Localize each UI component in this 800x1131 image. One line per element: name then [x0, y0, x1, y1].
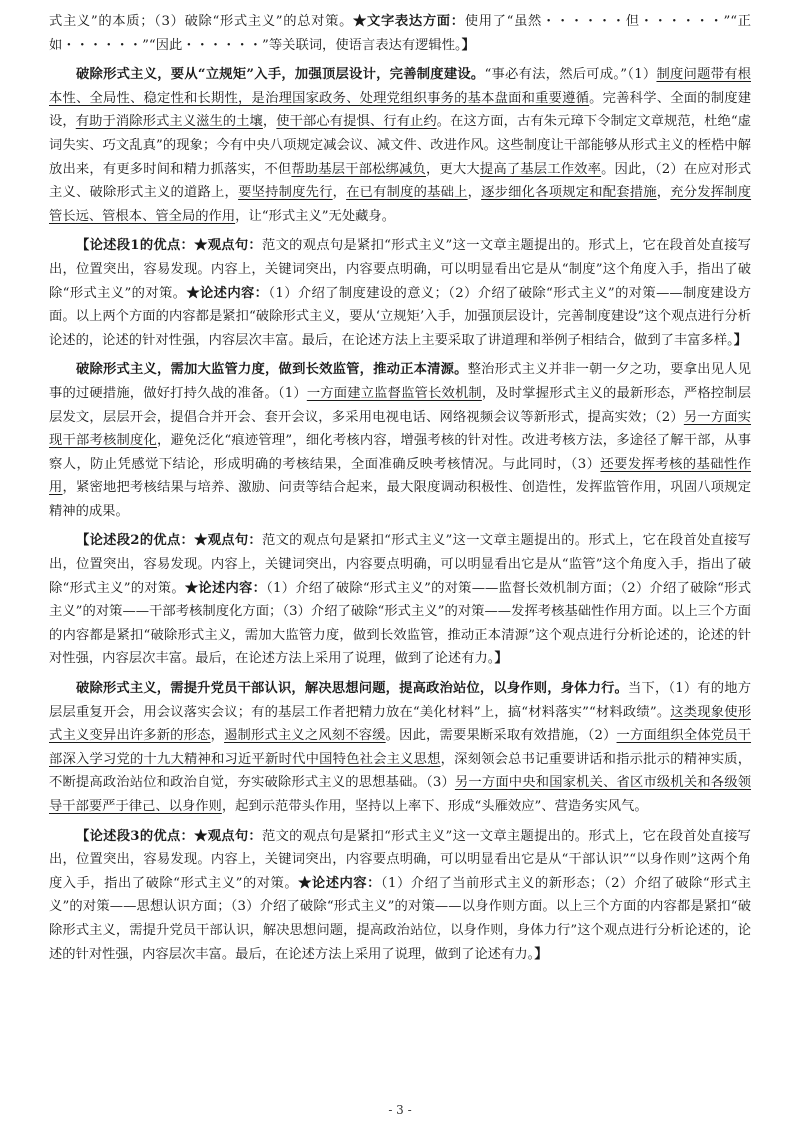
underlined-run: 要坚持制度先行 — [238, 185, 333, 201]
comment-paragraph-3 — [49, 825, 751, 967]
text-run: （1）介绍了破除“形式主义”的对策——监督长效机制方面；（2）介绍了破除“形式主义”的对策——干部考核制度化方面；（3）介绍了破除“形式主义”的对策——发挥考核基础性作用方面。以上三个方面的内容都是紧扣“破除形式主义，需加大监管力度，做到长效监管，推动正本清源”这个观点进行分析论述的，论述的针对性强，内容层次丰富。最后，在论述方法上采用了说理，做到了论述有力。 — [49, 580, 752, 667]
page-number: - 3 - — [388, 1103, 412, 1117]
bold-run: ★论述内容： — [298, 875, 381, 891]
underlined-run: 另一方面中央和国家机关、省区市级机关和各级领导干部要严于律己、以身作则 — [49, 775, 752, 814]
text-run: 。完善科学、全面的制度建设， — [49, 90, 752, 130]
body-paragraph-1 — [49, 63, 751, 228]
bold-run: 】 — [733, 332, 748, 348]
topic-sentence: 破除形式主义，需加大监管力度，做到长效监管，推动正本清源。 — [76, 362, 468, 378]
text-run: 范文的观点句是紧扣“形式主义”这一文章主题提出的。形式上，它在段首处直接写出，位置突出，容易发现。内容上，关键词突出，内容要点明确，可以明显看出它是从“制度”这个角度入手，指出了破除“形式主义”的对策。 — [49, 238, 751, 301]
underlined-run: 逐步细化各项规定和配套措施 — [481, 185, 657, 201]
bold-run: 】 — [534, 946, 548, 962]
underlined-run: 还要发挥考核的基础性作用 — [49, 456, 752, 496]
text-run: 。因此，需要果断采取有效措施，（2） — [385, 728, 617, 744]
underlined-run: 有助于消除形式主义滋生的土壤 — [75, 114, 263, 130]
underlined-run: 一方面建立监督监管长效机制 — [306, 385, 482, 401]
text-run: ，深刻领会总书记重要讲话和指示批示的精神实质，不断提高政治站位和政治自觉，夯实破除形式主义的思想基础。（3） — [49, 751, 752, 791]
bold-run: 【论述段3的优点：★观点句： — [76, 828, 262, 844]
text-run: ， — [656, 185, 671, 201]
bold-run: ★论述内容： — [184, 580, 267, 596]
underlined-run: 充分发挥制度管长远、管根本、管全局的作用 — [49, 185, 752, 224]
text-run: 整治形式主义并非一朝一夕之功，要拿出见人见事的过硬措施，做好打持久战的准备。（1） — [49, 362, 752, 401]
bold-run: 【论述段1的优点：★观点句： — [76, 238, 262, 254]
underlined-run: 在已有制度的基础上 — [346, 185, 468, 201]
bold-run: 】 — [461, 37, 475, 53]
text-run: ， — [332, 185, 347, 201]
bold-run: 【论述段2的优点：★观点句： — [76, 533, 262, 549]
underlined-run: 制度问题带有根本性、全局性、稳定性和长期性，是治理国家政务、处理党组织事务的基本盘面和重要遵循 — [49, 67, 751, 106]
bold-run: 】 — [494, 651, 508, 667]
topic-sentence: 破除形式主义，要从“立规矩”入手，加强顶层设计，完善制度建设。 — [76, 67, 485, 83]
body-paragraph-3 — [49, 677, 751, 819]
text-run: （1）介绍了制度建设的意义；（2）介绍了破除“形式主义”的对策——制度建设方面。以上两个方面的内容都是紧扣“破除形式主义，要从‘立规矩’入手，加强顶层设计，完善制度建设”这个观点进行分析论述的，论述的针对性强，内容层次丰富。最后，在论述方法上主要采取了讲道理和举例子相结合，做到了丰富多样。 — [49, 285, 751, 348]
text-run: （1）介绍了当前形式主义的新形态；（2）介绍了破除“形式主义”的对策——思想认识方面；（3）介绍了破除“形式主义”的对策——以身作则方面。以上三个方面的内容都是紧扣“破除形式主义，需提升党员干部认识，解决思想问题，提高政治站位，以身作则，身体力行”这个观点进行分析论述的，论述的针对性强，内容层次丰富。最后，在论述方法上采用了说理，做到了论述有力。 — [49, 875, 752, 962]
underlined-run: 帮助基层干部松绑减负 — [291, 161, 427, 177]
comment-continuation — [49, 10, 751, 57]
text-run: ， — [467, 185, 482, 201]
bold-run: ★论述内容： — [186, 285, 269, 301]
underlined-run: 提高了基层工作效率 — [479, 161, 602, 177]
text-run: ，紧密地把考核结果与培养、激励、问责等结合起来，最大限度调动积极性、创造性，发挥监管作用，巩固八项规定精神的成果。 — [49, 480, 752, 519]
comment-paragraph-1 — [49, 234, 751, 352]
text-run: ， — [262, 114, 277, 130]
topic-sentence: 破除形式主义，需提升党员干部认识，解决思想问题，提高政治站位，以身作则，身体力行。 — [76, 681, 629, 697]
text-run: ，避免泛化“痕迹管理”，细化考核内容，增强考核的针对性。改进考核方法，多途径了解干部，从事察人，防止凭感觉下结论，形成明确的考核结果，全面准确反映考核情况。与此同时，（3） — [49, 433, 751, 472]
underlined-run: 使干部心有提惧、行有止约 — [276, 114, 437, 130]
text-run: 范文的观点句是紧扣“形式主义”这一文章主题提出的。形式上，它在段首处直接写出，位置突出，容易发现。内容上，关键词突出，内容要点明确，可以明显看出它是从“监管”这个角度入手，指出了破除“形式主义”的对策。 — [49, 533, 751, 596]
comment-paragraph-2 — [49, 529, 751, 671]
text-run: 。在这方面，古有朱元璋下令制定文章规范，杜绝“虚词失实、巧文乱真”的现象；今有中央八项规定减会议、减文件、改进作风。这些制度让干部能够从形式主义的桎梏中解放出来，有更多时间和精力抓落实，不但 — [49, 114, 752, 177]
text-run: ，及时掌握形式主义的最新形态，严格控制层层发文，层层开会，提倡合并开会、套开会议，多采用电视电话、网络视频会议等新形式，提高实效；（2） — [49, 385, 752, 425]
underlined-run: 这类现象使形式主义变异出许多新的形态 — [49, 704, 751, 744]
body-paragraph-2 — [49, 358, 751, 523]
text-run: 使用了“虽然・・・・・・但・・・・・・”“正如・・・・・・”“因此・・・・・・”等关联词，使语言表达有逻辑性。 — [49, 14, 752, 53]
text-run: ，起到示范带头作用，坚持以上率下、形成“头雁效应”、营造务实风气。 — [221, 799, 648, 814]
text-run: ， — [210, 728, 225, 744]
text-run: 。因此，（2）在应对形式主义、破除形式主义的道路上， — [49, 161, 752, 201]
text-run: ，让“形式主义”无处藏身。 — [235, 208, 396, 224]
text-run: “事必有法，然后可成。”（1） — [484, 67, 657, 83]
underlined-run: 另一方面实现干部考核制度化 — [49, 409, 752, 449]
underlined-run: 遏制形式主义之风刻不容缓 — [224, 728, 386, 744]
text-run: ，更大大 — [426, 161, 480, 177]
bold-run: ★文字表达方面： — [353, 14, 465, 29]
text-run: 式主义”的本质；（3）破除“形式主义”的总对策。 — [49, 14, 354, 29]
underlined-run: 一方面组织全体党员干部深入学习党的十九大精神和习近平新时代中国特色社会主义思想 — [49, 728, 752, 767]
text-run: 范文的观点句是紧扣“形式主义”这一文章主题提出的。形式上，它在段首处直接写出，位置突出，容易发现。内容上，关键词突出，内容要点明确，可以明显看出它是从“干部认识”“以身作则”这两个角度入手，指出了破除“形式主义”的对策。 — [49, 828, 751, 891]
text-run: 当下，（1）有的地方层层重复开会，用会议落实会议；有的基层工作者把精力放在“美化材料”上，搞“材料落实”“材料政绩”。 — [49, 681, 751, 720]
document-body — [49, 10, 751, 966]
